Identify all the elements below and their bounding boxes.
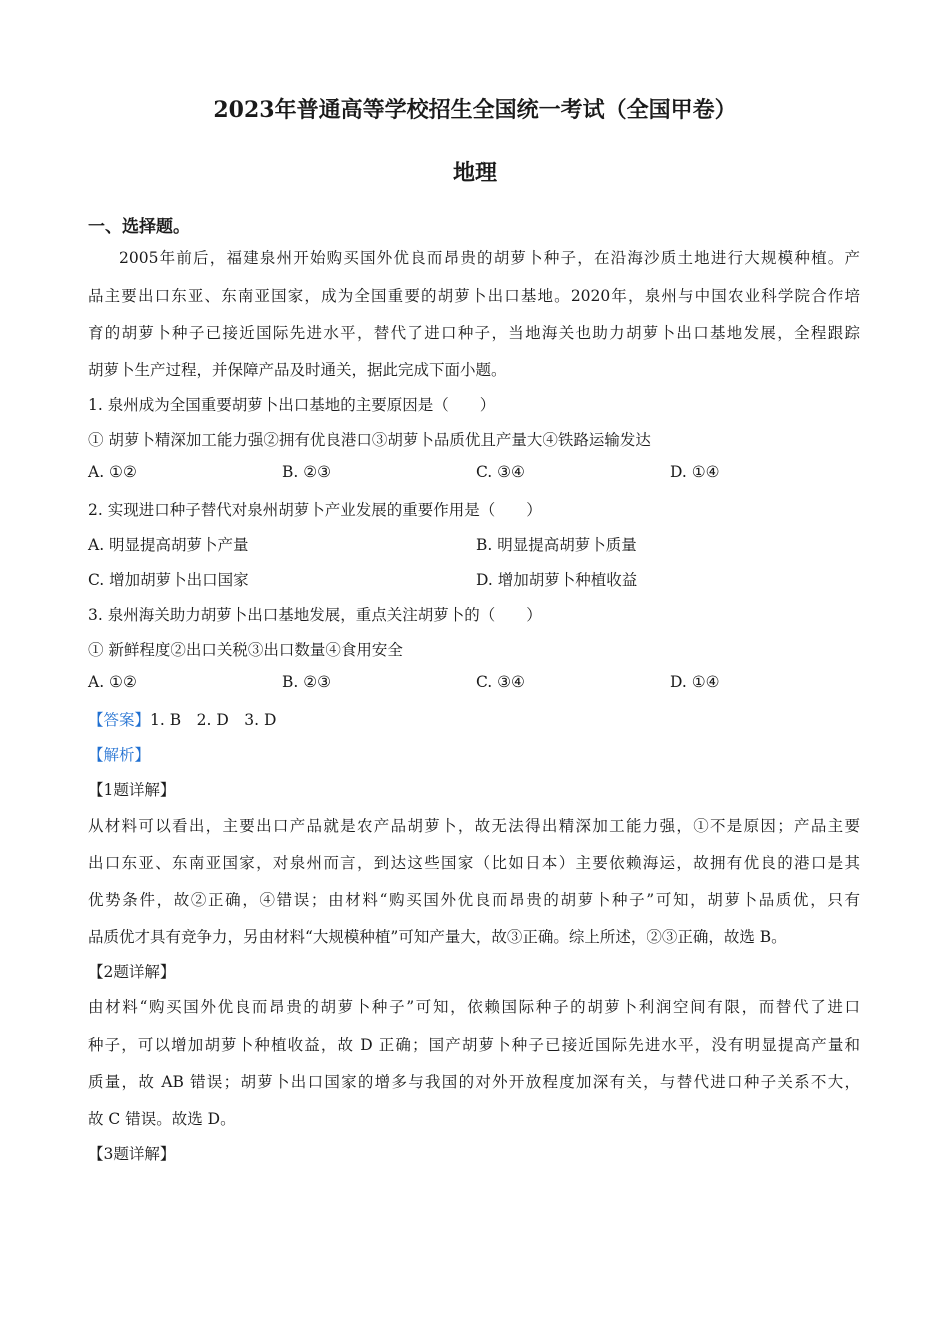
- question-1-stem: 1. 泉州成为全国重要胡萝卜出口基地的主要原因是（ ）: [88, 396, 496, 414]
- q1-detail-heading: 【1题详解】: [88, 781, 176, 799]
- passage-line-3: 育的胡萝卜种子已接近国际先进水平，替代了进口种子，当地海关也助力胡萝卜出口基地发展，全程跟踪: [88, 324, 860, 342]
- q1-detail-line-3: 优势条件，故②正确，④错误；由材料“购买国外优良而昂贵的胡萝卜种子”可知，胡萝卜品质优，只有: [88, 891, 860, 909]
- question-2-stem: 2. 实现进口种子替代对泉州胡萝卜产业发展的重要作用是（ ）: [88, 501, 542, 519]
- passage-line-1: 2005年前后，福建泉州开始购买国外优良而昂贵的胡萝卜种子，在沿海沙质土地进行大规模种植。产: [119, 249, 860, 267]
- question-3-option-d: D. ①④: [670, 673, 720, 691]
- q1-detail-line-1: 从材料可以看出，主要出口产品就是农产品胡萝卜，故无法得出精深加工能力强，①不是原因；产品主要: [88, 817, 860, 835]
- question-3-stem: 3. 泉州海关助力胡萝卜出口基地发展，重点关注胡萝卜的（ ）: [88, 606, 542, 624]
- q3-detail-heading: 【3题详解】: [88, 1145, 176, 1163]
- question-2-option-d: D. 增加胡萝卜种植收益: [476, 571, 638, 589]
- passage-line-2: 品主要出口东亚、东南亚国家，成为全国重要的胡萝卜出口基地。2020年，泉州与中国农业科学院合作培: [88, 287, 860, 305]
- q2-detail-heading: 【2题详解】: [88, 963, 176, 981]
- question-1-option-c: C. ③④: [476, 463, 525, 481]
- question-1-statements: ① 胡萝卜精深加工能力强②拥有优良港口③胡萝卜品质优且产量大④铁路运输发达: [88, 431, 651, 449]
- section-heading: 一、选择题。: [88, 217, 190, 237]
- question-3-option-a: A. ①②: [88, 673, 137, 691]
- answer-row: [88, 708, 276, 730]
- q2-detail-line-2: 种子，可以增加胡萝卜种植收益，故 D 正确；国产胡萝卜种子已接近国际先进水平，没有明显提高产量和: [88, 1036, 860, 1054]
- exam-title: 2023年普通高等学校招生全国统一考试（全国甲卷）: [213, 97, 737, 123]
- analysis-label: 【解析】: [88, 746, 151, 764]
- q2-detail-line-1: 由材料“购买国外优良而昂贵的胡萝卜种子”可知，依赖国际种子的胡萝卜利润空间有限，而替代了进口: [88, 998, 860, 1016]
- question-2-option-a: A. 明显提高胡萝卜产量: [88, 536, 249, 554]
- question-1-option-b: B. ②③: [282, 463, 332, 481]
- answer-text: 1. B 2. D 3. D: [150, 711, 277, 729]
- question-3-option-c: C. ③④: [476, 673, 525, 691]
- subject-title: 地理: [452, 160, 497, 186]
- answer-label: 【答案】: [88, 711, 151, 729]
- question-1-option-a: A. ①②: [88, 463, 137, 481]
- q2-detail-line-3: 质量，故 AB 错误；胡萝卜出口国家的增多与我国的对外开放程度加深有关，与替代进口种子关系不大，: [88, 1073, 860, 1091]
- q1-detail-line-2: 出口东亚、东南亚国家，对泉州而言，到达这些国家（比如日本）主要依赖海运，故拥有优良的港口是其: [88, 854, 860, 872]
- q2-detail-line-4: 故 C 错误。故选 D。: [88, 1110, 236, 1128]
- question-2-option-c: C. 增加胡萝卜出口国家: [88, 571, 249, 589]
- q1-detail-line-4: 品质优才具有竞争力，另由材料“大规模种植”可知产量大，故③正确。综上所述，②③正确，故选 B。: [88, 928, 787, 946]
- passage-line-4: 胡萝卜生产过程，并保障产品及时通关，据此完成下面小题。: [88, 361, 507, 379]
- question-3-statements: ① 新鲜程度②出口关税③出口数量④食用安全: [88, 641, 403, 659]
- question-2-option-b: B. 明显提高胡萝卜质量: [476, 536, 637, 554]
- question-1-option-d: D. ①④: [670, 463, 720, 481]
- question-3-option-b: B. ②③: [282, 673, 332, 691]
